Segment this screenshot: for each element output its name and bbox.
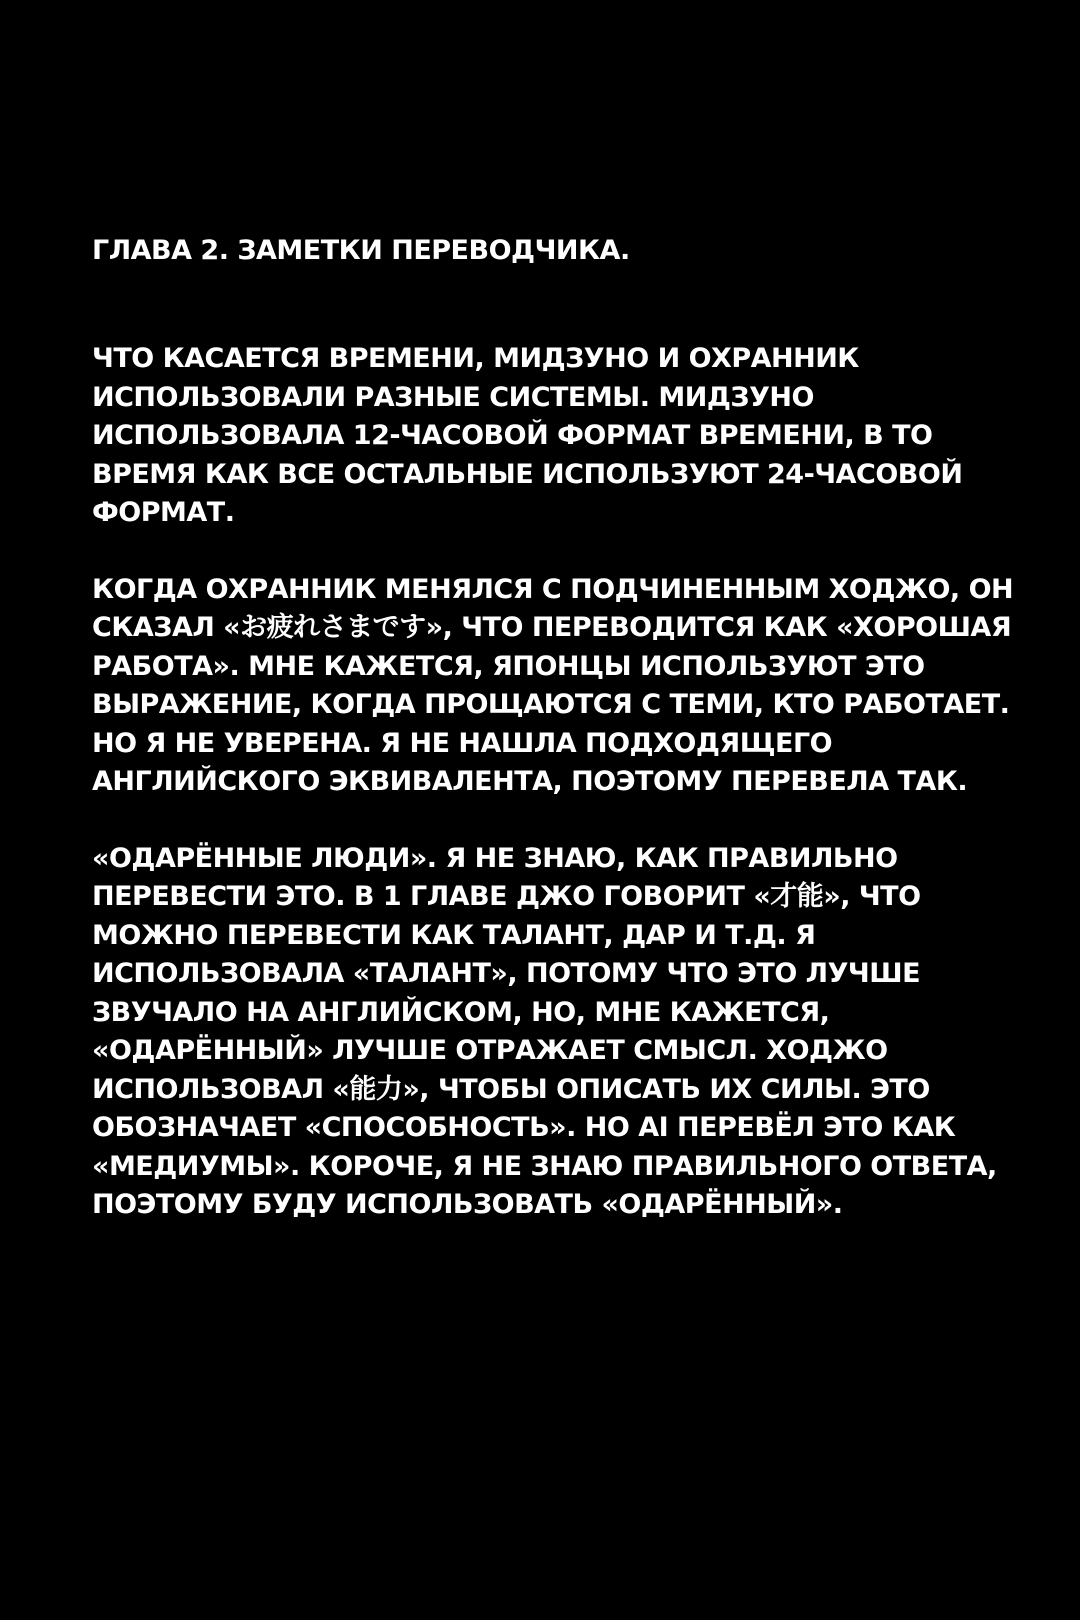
translator-notes xyxy=(92,232,1022,1263)
chapter-notes-title: ГЛАВА 2. ЗАМЕТКИ ПЕРЕВОДЧИКА. xyxy=(92,235,630,266)
note-paragraph-otsukaresama: КОГДА ОХРАННИК МЕНЯЛСЯ С ПОДЧИНЕННЫМ ХОДЖО, ОН СКАЗАЛ «お疲れさまです», ЧТО ПЕРЕВОДИТСЯ КАК «ХОРОШАЯ РАБОТА». МНЕ КАЖЕТСЯ, ЯПОНЦЫ ИСПОЛЬЗУЮТ ЭТО ВЫРАЖЕНИЕ, КОГДА ПРОЩАЮТСЯ С ТЕМИ, КТО РАБОТАЕТ. НО Я НЕ УВЕРЕНА. Я НЕ НАШЛА ПОДХОДЯЩЕГО АНГЛИЙСКОГО ЭКВИВАЛЕНТА, ПОЭТОМУ ПЕРЕВЕЛА ТАК. xyxy=(92,573,1014,797)
note-paragraph-time-format: ЧТО КАСАЕТСЯ ВРЕМЕНИ, МИДЗУНО И ОХРАННИК ИСПОЛЬЗОВАЛИ РАЗНЫЕ СИСТЕМЫ. МИДЗУНО ИСПОЛЬЗОВАЛА 12-ЧАСОВОЙ ФОРМАТ ВРЕМЕНИ, В ТО ВРЕМЯ КАК ВСЕ ОСТАЛЬНЫЕ ИСПОЛЬЗУЮТ 24-ЧАСОВОЙ ФОРМАТ. xyxy=(92,343,963,528)
note-paragraph-gifted-people: «ОДАРЁННЫЕ ЛЮДИ». Я НЕ ЗНАЮ, КАК ПРАВИЛЬНО ПЕРЕВЕСТИ ЭТО. В 1 ГЛАВЕ ДЖО ГОВОРИТ «才能», ЧТО МОЖНО ПЕРЕВЕСТИ КАК ТАЛАНТ, ДАР И Т.Д. Я ИСПОЛЬЗОВАЛА «ТАЛАНТ», ПОТОМУ ЧТО ЭТО ЛУЧШЕ ЗВУЧАЛО НА АНГЛИЙСКОМ, НО, МНЕ КАЖЕТСЯ, «ОДАРЁННЫЙ» ЛУЧШЕ ОТРАЖАЕТ СМЫСЛ. ХОДЖО ИСПОЛЬЗОВАЛ «能力», ЧТОБЫ ОПИСАТЬ ИХ СИЛЫ. ЭТО ОБОЗНАЧАЕТ «СПОСОБНОСТЬ». НО AI ПЕРЕВЁЛ ЭТО КАК «МЕДИУМЫ». КОРОЧЕ, Я НЕ ЗНАЮ ПРАВИЛЬНОГО ОТВЕТА, ПОЭТОМУ БУДУ ИСПОЛЬЗОВАТЬ «ОДАРЁННЫЙ». xyxy=(92,842,997,1220)
